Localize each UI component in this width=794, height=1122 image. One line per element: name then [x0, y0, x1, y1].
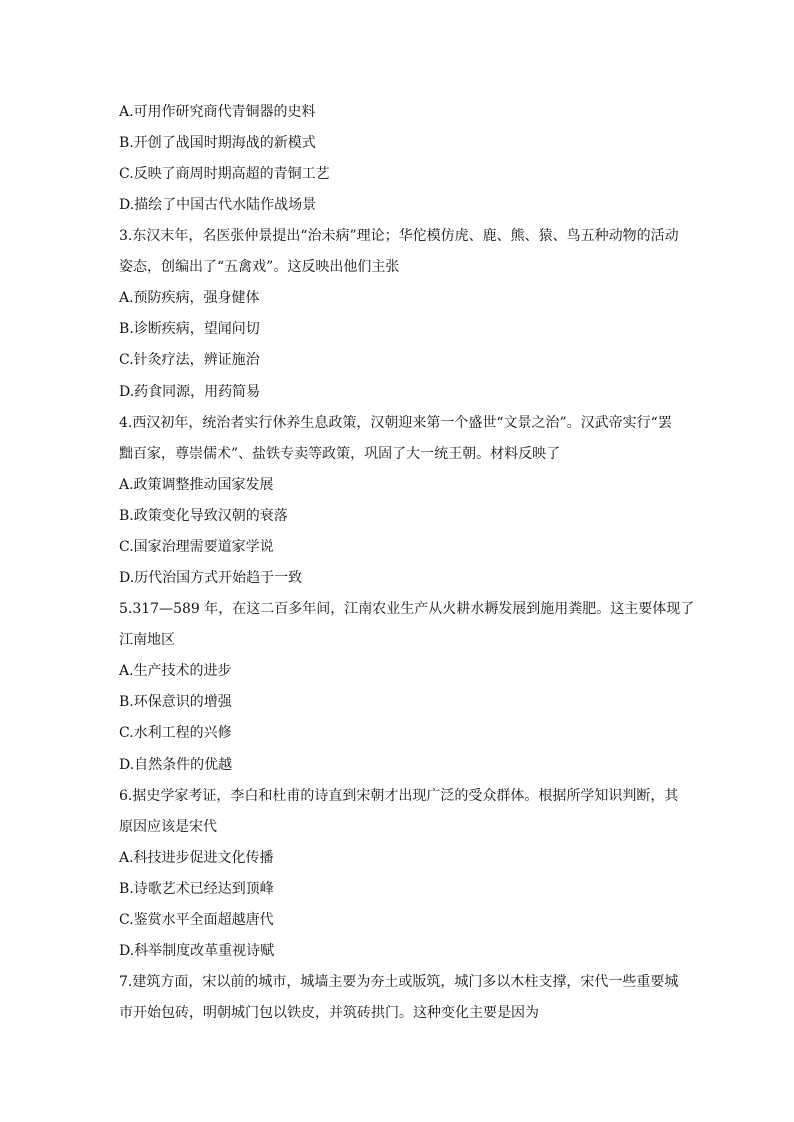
q3-option-b: B.诊断疾病，望闻问切 [119, 321, 260, 337]
q7-stem-line-1: 7.建筑方面，宋以前的城市，城墙主要为夯土或版筑，城门多以木柱支撑，宋代一些重要城 [119, 974, 679, 990]
q5-option-a: A.生产技术的进步 [119, 663, 232, 679]
q5-stem-line-2: 江南地区 [119, 632, 175, 648]
q6-option-c: C.鉴赏水平全面超越唐代 [119, 912, 274, 928]
q5-option-b: B.环保意识的增强 [119, 694, 232, 710]
q4-stem-line-1: 4.西汉初年，统治者实行休养生息政策，汉朝迎来第一个盛世“文景之治”。汉武帝实行“罢 [119, 415, 672, 431]
q3-stem-line-2: 姿态，创编出了“五禽戏”。这反映出他们主张 [119, 259, 400, 275]
q6-stem-line-2: 原因应该是宋代 [119, 819, 217, 835]
q3-option-d: D.药食同源，用药简易 [119, 384, 261, 400]
q4-option-d: D.历代治国方式开始趋于一致 [119, 570, 303, 586]
q6-option-d: D.科举制度改革重视诗赋 [119, 943, 275, 959]
q5-stem-line-1: 5.317—589 年，在这二百多年间，江南农业生产从火耕水耨发展到施用粪肥。这主要体现了 [119, 601, 695, 617]
q5-option-c: C.水利工程的兴修 [119, 725, 232, 741]
q3-stem-line-1: 3.东汉末年，名医张仲景提出“治未病”理论；华佗模仿虎、鹿、熊、猿、鸟五种动物的活动 [119, 228, 679, 244]
q2-option-c: C.反映了商周时期高超的青铜工艺 [119, 166, 330, 182]
q2-option-b: B.开创了战国时期海战的新模式 [119, 135, 316, 151]
q6-stem-line-1: 6.据史学家考证，李白和杜甫的诗直到宋朝才出现广泛的受众群体。根据所学知识判断，其 [119, 788, 679, 804]
q2-option-d: D.描绘了中国古代水陆作战场景 [119, 197, 317, 213]
q3-option-c: C.针灸疗法，辨证施治 [119, 352, 260, 368]
q4-stem-line-2: 黜百家，尊崇儒术”、盐铁专卖等政策，巩固了大一统王朝。材料反映了 [119, 446, 561, 462]
q6-option-a: A.科技进步促进文化传播 [119, 850, 274, 866]
q4-option-c: C.国家治理需要道家学说 [119, 539, 274, 555]
q4-option-b: B.政策变化导致汉朝的衰落 [119, 508, 288, 524]
q5-option-d: D.自然条件的优越 [119, 757, 233, 773]
q6-option-b: B.诗歌艺术已经达到顶峰 [119, 881, 274, 897]
q3-option-a: A.预防疾病，强身健体 [119, 290, 260, 306]
q4-option-a: A.政策调整推动国家发展 [119, 477, 274, 493]
q7-stem-line-2: 市开始包砖，明朝城门包以铁皮，并筑砖拱门。这种变化主要是因为 [119, 1005, 539, 1021]
q2-option-a: A.可用作研究商代青铜器的史料 [119, 104, 316, 120]
